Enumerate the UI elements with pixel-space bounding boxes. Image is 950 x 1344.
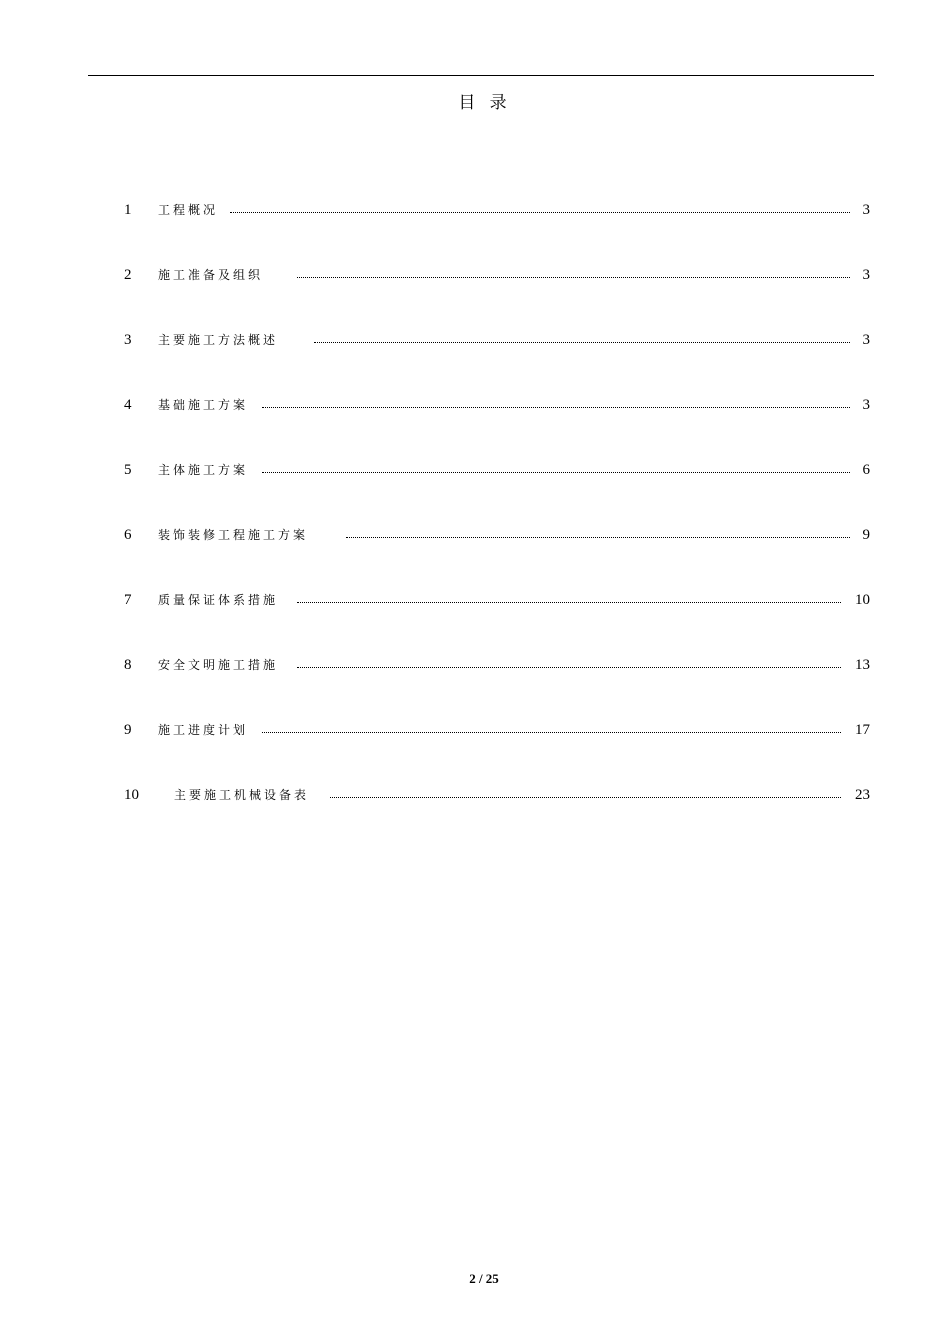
toc-entry-page: 3 [862,332,870,348]
toc-entry[interactable] [124,589,870,611]
toc-entry[interactable] [124,654,870,676]
toc-entry-page: 23 [855,787,870,803]
toc-dot-leader [230,212,850,213]
toc-entry[interactable] [124,199,870,221]
toc-entry-title: 工程概况 [158,203,219,217]
toc-dot-leader [262,407,850,408]
toc-entry-title: 安全文明施工措施 [158,658,279,672]
toc-dot-leader [330,797,841,798]
toc-dot-leader [297,602,841,603]
toc-entry[interactable] [124,394,870,416]
toc-entry[interactable] [124,719,870,741]
toc-entry[interactable] [124,264,870,286]
toc-entry-title: 质量保证体系措施 [158,593,279,607]
toc-dot-leader [346,537,850,538]
toc-entry-number: 5 [124,462,132,478]
toc-entry-number: 1 [124,202,132,218]
toc-entry-page: 6 [862,462,870,478]
toc-entry-number: 2 [124,267,132,283]
toc-entry-number: 6 [124,527,132,543]
toc-dot-leader [262,472,850,473]
toc-entry-title: 基础施工方案 [158,398,249,412]
toc-entry-number: 10 [124,787,139,803]
toc-entry-page: 3 [862,202,870,218]
header-rule [88,75,874,76]
toc-entry[interactable] [124,784,870,806]
toc-entry[interactable] [124,329,870,351]
toc-entry[interactable] [124,459,870,481]
toc-entry-number: 4 [124,397,132,413]
toc-entry-page: 9 [862,527,870,543]
toc-entry-page: 10 [855,592,870,608]
toc-dot-leader [297,667,841,668]
toc-entry-title: 主体施工方案 [158,463,249,477]
toc-entry-number: 7 [124,592,132,608]
page-title: 目 录 [458,93,512,112]
toc-entry-page: 3 [862,267,870,283]
toc-dot-leader [314,342,850,343]
toc-entry-number: 3 [124,332,132,348]
toc-entry-title: 施工准备及组织 [158,268,264,282]
toc-dot-leader [262,732,841,733]
toc-entry[interactable] [124,524,870,546]
toc-entry-page: 17 [855,722,870,738]
toc-entry-page: 3 [862,397,870,413]
toc-entry-number: 8 [124,657,132,673]
toc-entry-page: 13 [855,657,870,673]
toc-entry-title: 主要施工方法概述 [158,333,279,347]
toc-entry-title: 装饰装修工程施工方案 [158,528,309,542]
toc-entry-title: 施工进度计划 [158,723,249,737]
page-number-footer: 2 / 25 [469,1271,499,1286]
toc-dot-leader [297,277,850,278]
toc-entry-number: 9 [124,722,132,738]
toc-entry-title: 主要施工机械设备表 [174,788,310,802]
